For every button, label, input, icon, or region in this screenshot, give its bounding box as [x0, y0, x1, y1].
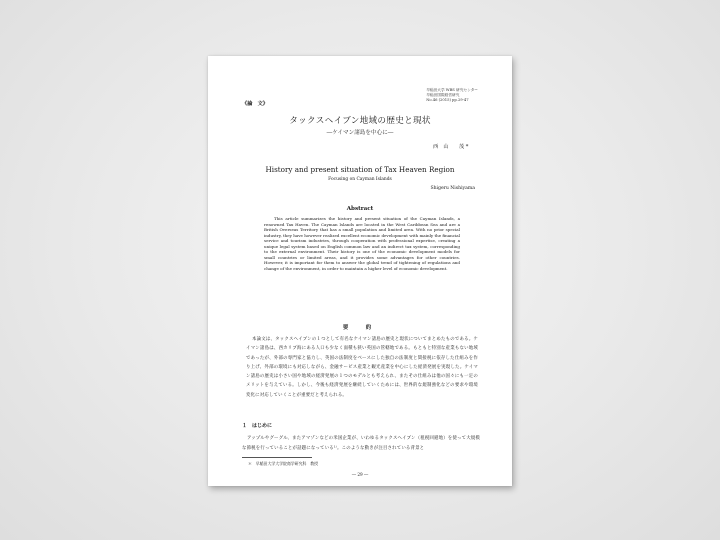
journal-meta — [426, 88, 478, 103]
footnote: ＊ 早稲田大学大学院商学研究科 教授 — [248, 461, 319, 466]
author-ja: 西 山 茂 * — [433, 144, 469, 150]
subtitle-ja: ―ケイマン諸島を中心に― — [326, 130, 394, 136]
subtitle-en: Focusing on Cayman Islands — [328, 177, 392, 182]
footnote-rule — [242, 457, 312, 458]
summary-heading: 要 約 — [342, 325, 378, 331]
article-type: 《論 文》 — [242, 101, 268, 107]
journal-meta-line: 早稲田大学 WBS 研究センター — [426, 88, 478, 92]
summary-text: 本論文は、タックスヘイブンの１つとして有名なケイマン諸島の歴史と現状についてまとめたものである。ケイマン諸島は、西カリブ海にある人口も少なく面積も狭い英国の管轄地である。もともと特別な産業もない地域であったが、外部の専門家と協力し、英国の法制度をベースにした独自の法制度と間接税に依存した仕組みを作り上げ、外部の環境にも対応しながら、金融サービス産業と観光産業を中心にした経済発展を実現した。ケイマン諸島の歴史は小さい国や地域の経済発展の１つのモデルとも考えられ、またその仕組みは他の国々にも一定のメリットを与えている。しかし、今後も経済発展を継続していくためには、世界的な規制強化などの要求や環境変化に対応していくことが重要だと考えられる。 — [246, 337, 478, 398]
section-heading: １ はじめに — [242, 423, 273, 429]
abstract-heading: Abstract — [346, 206, 374, 212]
title-ja: タックスヘイブン地域の歴史と現状 — [289, 116, 431, 126]
journal-meta-line: No.46 (2015) pp.29-47 — [426, 98, 469, 102]
journal-meta-line: 早稲田国際経営研究 — [426, 93, 460, 97]
abstract-text: This article summarizes the history and present situation of the Cayman Islands, a renowned Tax Haven. The Cayman Islands are located in the West Caribbean Sea and are a British Overseas Territory that has a small population and limited area. With no prior special industry, they have however realized excellent economic development with mainly the financial service and tourism industries, through cooperation with professional expertise, creating a unique legal system based on English common law and an indirect tax system, corresponding to the external environment. Their history is one of the economic development models for small countries or limited areas, and it provides some advantages for other countries. However, it is important for them to answer the global trend of tightening of regulations and change of the environment, in order to maintain a higher level of economic development. — [264, 216, 460, 271]
title-en: History and present situation of Tax Heaven Region — [265, 165, 455, 174]
section-body: アップルやグーグル、またアマゾンなどの米国企業が、いわゆるタックスヘイブン（租税回避地）を使って大規模な節税を行っていることが話題になっている¹⁾。このような動きが注目されている背景と — [242, 436, 480, 451]
page-number: ― 29 ― — [351, 472, 369, 477]
paper-page — [208, 56, 512, 486]
author-en: Shigeru Nishiyama — [430, 186, 475, 191]
